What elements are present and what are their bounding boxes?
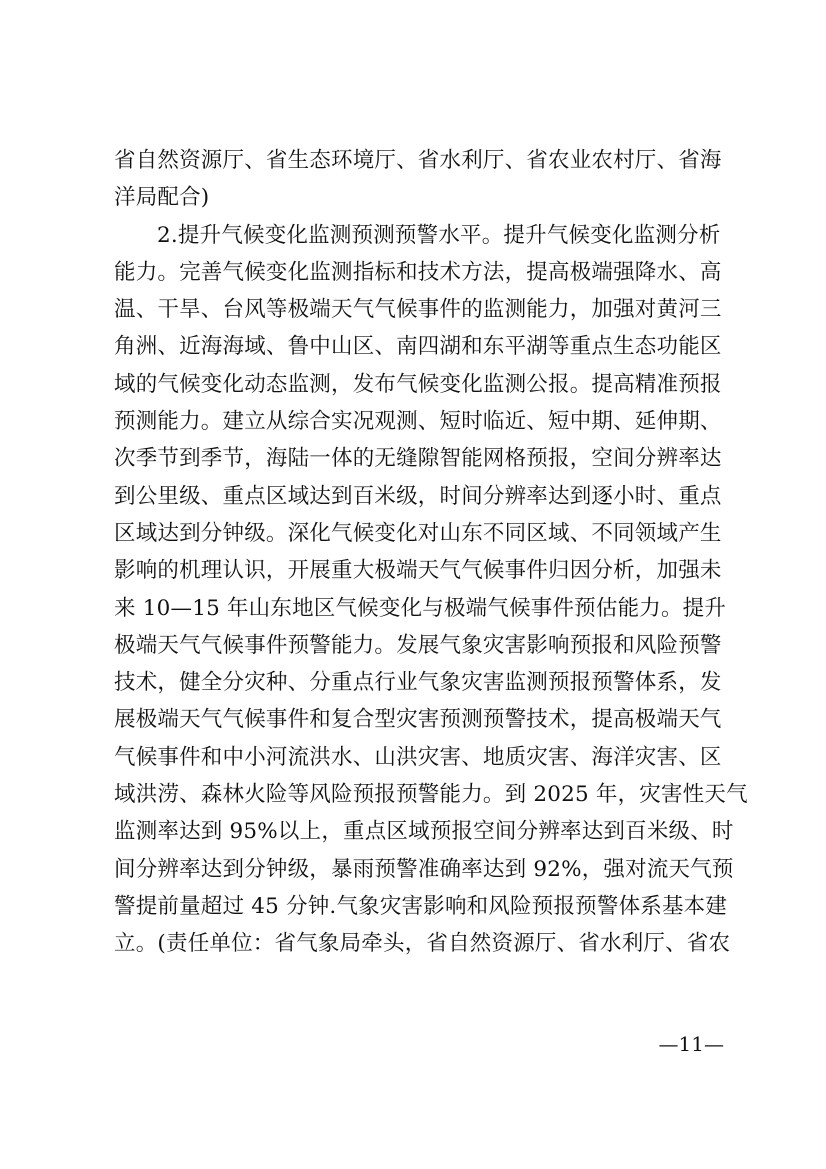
text-line: 能力。完善气候变化监测指标和技术方法，提高极端强降水、高	[114, 259, 722, 285]
text-line: 间分辨率达到分钟级，暴雨预警准确率达到 92%，强对流天气预	[114, 856, 734, 882]
text-line: 警提前量超过 45 分钟.气象灾害影响和风险预报预警体系基本建	[114, 893, 728, 919]
section-heading-line: 2.提升气候变化监测预测预警水平。提升气候变化监测分析	[157, 222, 721, 248]
text-line: 展极端天气气候事件和复合型灾害预测预警技术，提高极端天气	[114, 707, 722, 733]
text-line: 影响的机理认识，开展重大极端天气气候事件归因分析，加强未	[114, 558, 722, 584]
text-line: 技术，健全分灾种、分重点行业气象灾害监测预报预警体系，发	[114, 670, 722, 696]
text-line: 气候事件和中小河流洪水、山洪灾害、地质灾害、海洋灾害、区	[114, 744, 722, 770]
text-line: 立。(责任单位：省气象局牵头，省自然资源厅、省水利厅、省农	[114, 931, 731, 957]
text-line: 来 10—15 年山东地区气候变化与极端气候事件预估能力。提升	[114, 595, 727, 621]
text-line: 温、干旱、台风等极端天气气候事件的监测能力，加强对黄河三	[114, 297, 722, 323]
text-line: 省自然资源厅、省生态环境厅、省水利厅、省农业农村厅、省海	[114, 148, 722, 173]
text-line: 洋局配合)	[114, 185, 210, 211]
body-text	[114, 142, 748, 963]
text-line: 域的气候变化动态监测，发布气候变化监测公报。提高精准预报	[114, 371, 722, 397]
text-line: 区域达到分钟级。深化气候变化对山东不同区域、不同领域产生	[114, 520, 722, 546]
text-line: 角洲、近海海域、鲁中山区、南四湖和东平湖等重点生态功能区	[114, 334, 722, 360]
page-number: —11—	[658, 1032, 724, 1056]
text-line: 域洪涝、森林火险等风险预报预警能力。到 2025 年，灾害性天气	[114, 782, 748, 808]
text-line: 预测能力。建立从综合实况观测、短时临近、短中期、延伸期、	[114, 409, 722, 435]
text-line: 极端天气气候事件预警能力。发展气象灾害影响预报和风险预警	[114, 632, 722, 658]
text-line: 次季节到季节，海陆一体的无缝隙智能网格预报，空间分辨率达	[114, 446, 722, 472]
text-line: 到公里级、重点区域达到百米级，时间分辨率达到逐小时、重点	[114, 483, 722, 509]
text-line: 监测率达到 95%以上，重点区域预报空间分辨率达到百米级、时	[114, 819, 734, 845]
